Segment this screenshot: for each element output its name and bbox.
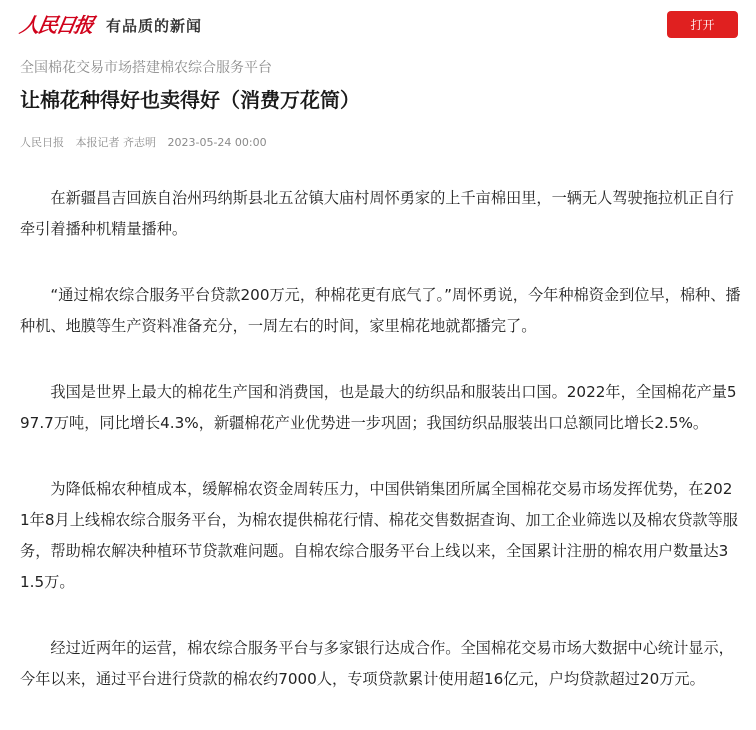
article-paragraph: “通过棉农综合服务平台贷款200万元，种棉花更有底气了。”周怀勇说，今年种棉资金到位早，棉种、播种机、地膜等生产资料准备充分，一周左右的时间，家里棉花地就都播完了。: [20, 286, 741, 335]
brand-tagline: 有品质的新闻: [106, 16, 203, 35]
article-title: 让棉花种得好也卖得好（消费万花筒）: [20, 88, 360, 112]
article-subtitle: 全国棉花交易市场搭建棉农综合服务平台: [20, 60, 272, 76]
article-paragraph: 在新疆昌吉回族自治州玛纳斯县北五岔镇大庙村周怀勇家的上千亩棉田里，一辆无人驾驶拖拉机正自行牵引着播种机精量播种。: [20, 189, 734, 238]
article-meta: [20, 134, 275, 150]
article-paragraph: 我国是世界上最大的棉花生产国和消费国，也是最大的纺织品和服装出口国。2022年，全国棉花产量597.7万吨，同比增长4.3%，新疆棉花产业优势进一步巩固；我国纺织品服装出口总额同比增长2.5%。: [20, 383, 737, 432]
brand-logo[interactable]: [17, 10, 203, 40]
article-body: [20, 183, 742, 730]
article-paragraph: 为降低棉农种植成本，缓解棉农资金周转压力，中国供销集团所属全国棉花交易市场发挥优势，在2021年8月上线棉农综合服务平台，为棉农提供棉花行情、棉花交售数据查询、加工企业筛选以及棉农贷款等服务，帮助棉农解决种植环节贷款难问题。自棉农综合服务平台上线以来，全国累计注册的棉农用户数量达31.5万。: [20, 480, 738, 591]
open-app-button[interactable]: 打开: [667, 11, 738, 38]
article-source: 人民日报: [20, 136, 64, 149]
article-paragraph: 经过近两年的运营，棉农综合服务平台与多家银行达成合作。全国棉花交易市场大数据中心统计显示，今年以来，通过平台进行贷款的棉农约7000人，专项贷款累计使用超16亿元，户均贷款超过20万元。: [20, 639, 734, 688]
article-author: 本报记者 齐志明: [75, 136, 156, 149]
article-datetime: 2023-05-24 00:00: [167, 136, 267, 149]
top-bar: [0, 0, 756, 50]
people-daily-logo: 人民日报: [17, 13, 95, 37]
